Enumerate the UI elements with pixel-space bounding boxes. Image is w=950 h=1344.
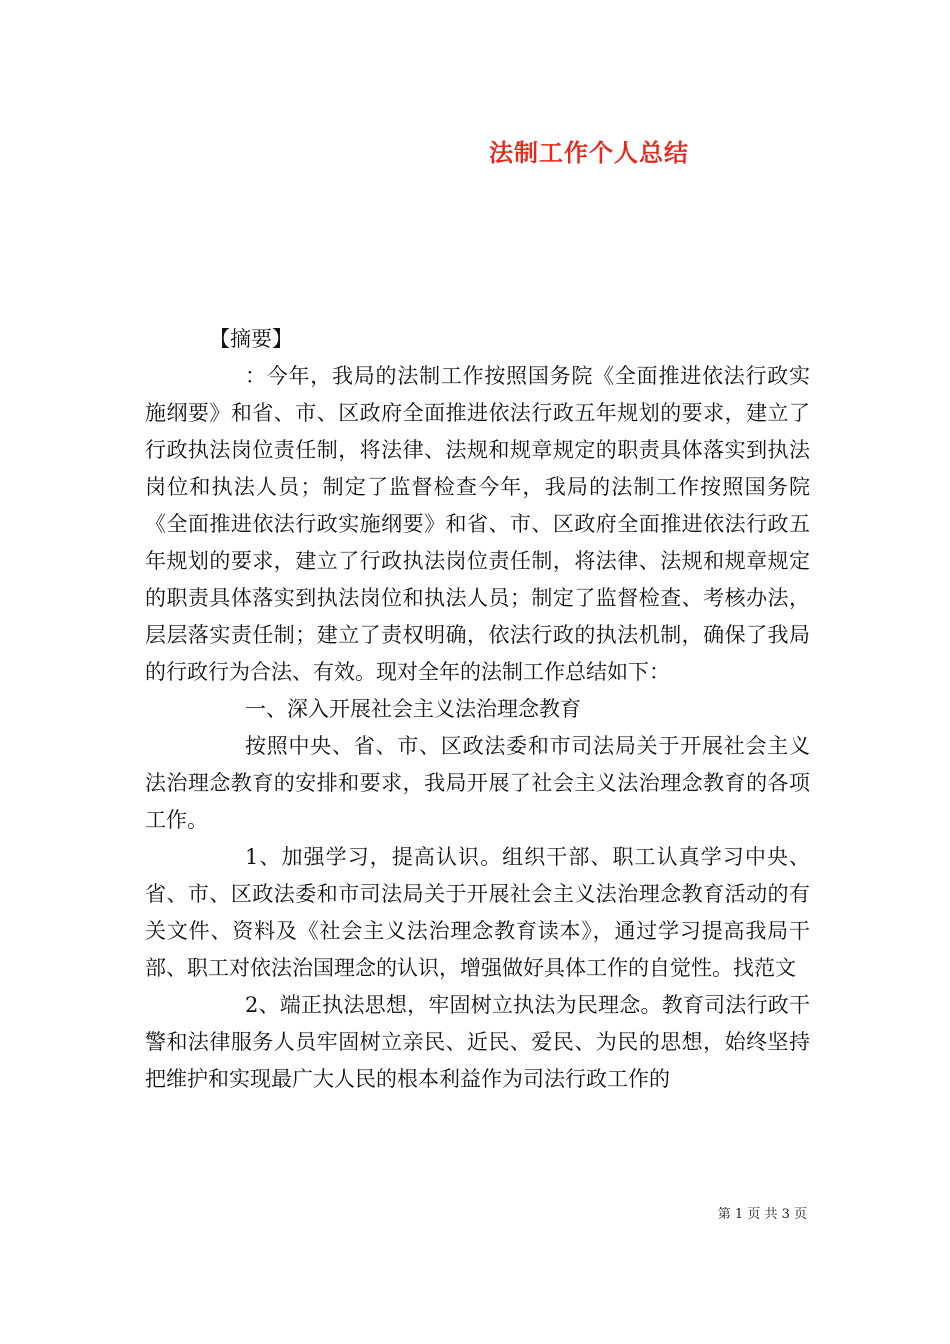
section-heading-1: 一、深入开展社会主义法治理念教育	[245, 697, 581, 721]
paragraph-item-1: 1、加强学习，提高认识。组织干部、职工认真学习中央、省、市、区政法委和市司法局关于开展社会主义法治理念教育活动的有关文件、资料及《社会主义法治理念教育读本》，通过学习提高我局干部、职工对依法治国理念的认识，增强做好具体工作的自觉性。找范文	[145, 845, 810, 980]
document-body	[145, 321, 810, 1098]
paragraph-item-2: 2、端正执法思想，牢固树立执法为民理念。教育司法行政干警和法律服务人员牢固树立亲民、近民、爱民、为民的思想，始终坚持把维护和实现最广大人民的根本利益作为司法行政工作的	[145, 993, 810, 1091]
document-title: 法制工作个人总结	[489, 138, 689, 167]
page-indicator: 第 1 页 共 3 页	[717, 1207, 807, 1222]
paragraph-summary: ：今年，我局的法制工作按照国务院《全面推进依法行政实施纲要》和省、市、区政府全面推进依法行政五年规划的要求，建立了行政执法岗位责任制，将法律、法规和规章规定的职责具体落实到执法岗位和执法人员；制定了监督检查今年，我局的法制工作按照国务院《全面推进依法行政实施纲要》和省、市、区政府全面推进依法行政五年规划的要求，建立了行政执法岗位责任制，将法律、法规和规章规定的职责具体落实到执法岗位和执法人员；制定了监督检查、考核办法，层层落实责任制；建立了责权明确，依法行政的执法机制，确保了我局的行政行为合法、有效。现对全年的法制工作总结如下：	[145, 364, 810, 684]
paragraph-section-1-intro: 按照中央、省、市、区政法委和市司法局关于开展社会主义法治理念教育的安排和要求，我局开展了社会主义法治理念教育的各项工作。	[145, 734, 810, 832]
summary-label: 【摘要】	[209, 327, 293, 351]
